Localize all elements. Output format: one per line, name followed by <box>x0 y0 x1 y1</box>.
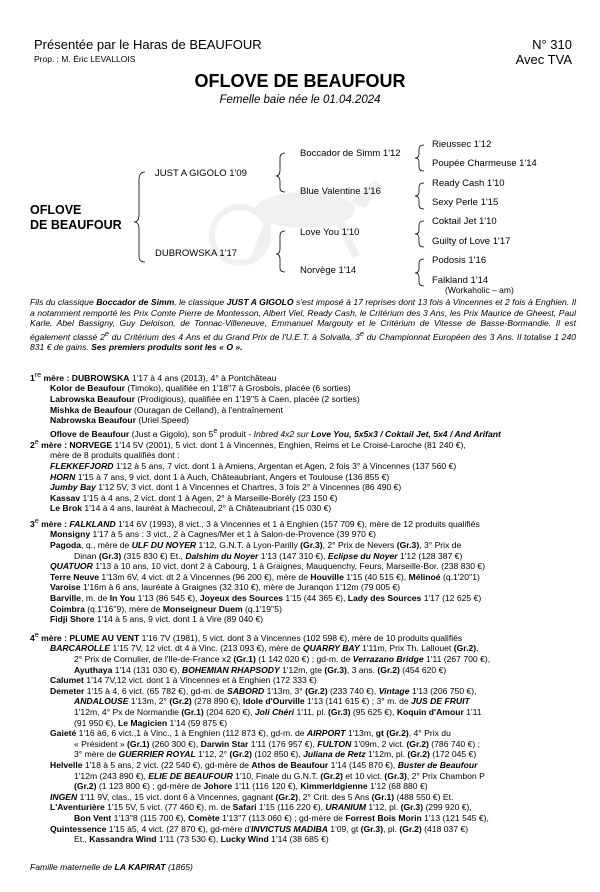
list-item: L'Aventurière 1'15 5V, 5 vict. (77 460 €), m. de Safari 1'15 (116 220 €), URANIUM 1'12, pl. (Gr.3) (299 920 €), <box>50 802 472 813</box>
list-item: Helvelle 1'18 à 5 ans, 2 vict. (22 540 €), gd-mère de Athos de Beaufour 1'14 (145 870 €), Buster de Beaufour <box>50 759 478 770</box>
great-grandparent-4: Sexy Perle 1'15 <box>432 197 499 208</box>
fourth-dam-section <box>30 630 576 845</box>
horse-name <box>30 203 122 233</box>
list-item: Terre Neuve 1'13m 6V, 4 vict. dt 2 à Vincennes (96 200 €), mère de Houville 1'15 (40 515 €), Mélinoé (q.1'20''1) <box>50 571 480 582</box>
list-item-cont: Dinan (Gr.3) (315 830 €) Et., Dalshim du Noyer 1'13 (147 310 €), Eclipse du Noyer 1'12 (128 387 €) <box>74 550 463 561</box>
first-dam-heading: 1re mère : DUBROWSKA 1'17 à 4 ans (2013), 4° à Pontchâteau <box>30 371 277 383</box>
list-item-cont: 1'12m, 4° Px de Normandie (Gr.1) (204 620 €), Joli Chéri 1'11, pl. (Gr.3) (95 625 €), Koquin d'Amour 1'11 <box>74 707 482 718</box>
list-item: QUATUOR 1'13 à 10 ans, 10 vict. dont 2 à Cabourg, 1 à Graignes, Mauquenchy, Feurs, Marseille-Bor. (238 830 €) <box>50 561 486 572</box>
dam-sire: Love You 1'10 <box>300 227 360 238</box>
great-grandparent-3: Ready Cash 1'10 <box>432 178 505 189</box>
great-grandparent-2: Poupée Charmeuse 1'14 <box>432 158 537 169</box>
second-dam-section <box>30 437 576 514</box>
presenter-line: Présentée par le Haras de BEAUFOUR <box>34 37 262 52</box>
list-item: Demeter 1'15 à 4, 6 vict. (65 782 €), gd-m. de SABORD 1'13m, 3° (Gr.2) (233 740 €), Vintage 1'13 (206 750 €), <box>50 685 477 696</box>
list-item: Mishka de Beaufour (Ouragan de Celland), à l'entraînement <box>50 404 283 415</box>
list-item-cont: Bon Vent 1'13''8 (115 700 €), Comète 1'13''7 (113 060 €) ; gd-mère de Forrest Bois Morin 1'13 (121 545 €), <box>74 812 489 823</box>
sire-sire: Boccador de Simm 1'12 <box>300 148 401 159</box>
list-item: Barville, m. de In You 1'13 (86 545 €), Joyeux des Sources 1'15 (44 365 €), Lady des Sources 1'17 (12 625 €) <box>50 593 482 604</box>
second-dam-subheading: mère de 8 produits qualifiés dont : <box>50 450 180 461</box>
list-item: Pagoda, q., mère de ULF DU NOYER 1'12, G.N.T. à Lyon-Parilly (Gr.3), 2° Prix de Nevers (Gr.3), 3° Prix de <box>50 540 462 551</box>
list-item: Kassav 1'15 à 4 ans, 2 vict. dont 1 à Agen, 2° à Marseille-Borély (23 150 €) <box>50 492 338 503</box>
great-grandparent-6: Guilty of Love 1'17 <box>432 236 511 247</box>
list-item: FLEKKEFJORD 1'12 à 5 ans, 7 vict. dont 1 à Amiens, Argentan et Agen, 2 fois 3° à Vincennes (137 560 €) <box>50 461 457 472</box>
list-item-cont: ANDALOUSE 1'13m, 2° (Gr.2) (278 890 €), Idole d'Ourville 1'13 (141 615 €) ; 3° m. de JUS DE FRUIT <box>74 696 470 707</box>
page-title: OFLOVE DE BEAUFOUR <box>194 71 406 91</box>
first-dam-section <box>30 370 576 439</box>
page-subtitle: Femelle baie née le 01.04.2024 <box>219 94 381 106</box>
list-item-cont: 3° mère de GUERRIER ROYAL 1'12, 2° (Gr.2) (102 850 €), Juliana de Retz 1'12m, pl. (Gr.2) (172 045 €) <box>74 749 477 760</box>
horse-name-line2: DE BEAUFOUR <box>30 218 122 232</box>
list-item: Coimbra (q.1'16''9), mère de Monseigneur Duem (q.1'19''5) <box>50 603 282 614</box>
list-item: Oflove de Beaufour (Just a Gigolo), son 5e produit - Inbred 4x2 sur Love You, 5x5x3 / Coktail Jet, 5x4 / And Arifant <box>50 426 501 439</box>
great-grandparent-5: Coktail Jet 1'10 <box>432 216 497 227</box>
list-item: Monsigny 1'17 à 5 ans : 3 vict., 2 à Cagnes/Mer et 1 à Salon-de-Provence (39 970 €) <box>50 529 376 540</box>
list-item: Fidji Shore 1'14 à 5 ans, 9 vict. dont 1 à Vire (89 040 €) <box>50 614 264 625</box>
list-item: Calumet 1'14 7V,12 vict. dont 1 à Vincennes et à Enghien (172 333 €) <box>50 675 317 686</box>
dam: DUBROWSKA 1'17 <box>155 248 238 259</box>
list-item-cont: 2° Prix de Cornulier, de l'Ile-de-France x2 (Gr.1) (1 142 020 €) ; gd-m. de Verrazano Bridge 1'11 (267 700 €), <box>74 654 491 665</box>
third-dam-heading: 3e mère : FALKLAND 1'14 6V (1993), 8 vict., 3 à Vincennes et 1 à Enghien (157 709 €), mère de 12 produits qualifiés <box>30 517 480 529</box>
list-item: Nabrowska Beaufour (Uriel Speed) <box>50 415 189 426</box>
tax-label: Avec TVA <box>515 52 572 67</box>
list-item-cont: « Président » (Gr.1) (260 300 €), Darwin Star 1'11 (176 957 €), FULTON 1'09m, 2 vict. (Gr.2) (786 740 €) ; <box>74 738 481 749</box>
list-item: Gaieté 1'16 à6, 6 vict.,1 à Vinc., 1 à Enghien (112 873 €), gd-m. de AIRPORT 1'13m, gt (Gr.2), 4° Prix du <box>50 728 451 739</box>
list-item: HORN 1'15 à 7 ans, 9 vict. dont 1 à Auch, Châteaubriant, Angers et Toulouse (136 855 €) <box>50 471 390 482</box>
proprietor-line: Prop. : M. Éric LEVALLOIS <box>34 54 136 64</box>
fourth-dam-heading: 4e mère : PLUME AU VENT 1'16 7V (1981), 5 vict. dont 3 à Vincennes (102 598 €), mère de 10 produits qualifiés <box>30 631 463 643</box>
sire-summary: Fils du classique Boccador de Simm, le classique JUST A GIGOLO s'est imposé à 17 reprises dont 13 fois à Vincennes et 2 fois à Enghien. Il a notamment remporté les Prix Comte Pierre de Montesson, Albert Viel, Ready Cash, le Critérium des 3 Ans, les Prix Maurice de Gheest, Paul Karle, Abel Bassigny, Guy Deloison, de Tonnac-Villeneuve, Emmanuel Margouty et le Critérium de Vitesse de Basse-Bormandie. Il est également classé 2e du Critérium des 4 Ans et du Grand Prix de l'U.E.T. à Solvalla, 3e du Championnat Européen des 3 Ans. Il totalise 1 240 831 € de gains. Ses premiers produits sont les « O ». <box>30 297 577 353</box>
list-item: INGEN 1'11 9V, clas., 15 vict. dont 6 à Vincennes, gagnant (Gr.2), 2° Crit. des 5 Ans (Gr.1) (488 550 €) Et. <box>50 791 454 802</box>
sire-dam: Blue Valentine 1'16 <box>300 186 381 197</box>
great-grandparent-8-note: (Workaholic – am) <box>445 285 514 295</box>
horse-name-line1: OFLOVE <box>30 203 82 217</box>
list-item: Quintessence 1'15 à5, 4 vict. (27 870 €), gd-mère d'INVICTUS MADIBA 1'09, gt (Gr.3), pl. (Gr.2) (418 037 €) <box>50 823 469 834</box>
list-item-cont: Ayuthaya 1'14 (131 030 €), BOHEMIAN RHAPSODY 1'12m, gte (Gr.3), 3 ans. (Gr.2) (454 620 €) <box>74 664 447 675</box>
maternal-family-note: Famille maternelle de LA KAPIRAT (1865) <box>30 862 193 872</box>
list-item: Varoise 1'16m à 6 ans, lauréate à Graignes (32 310 €), mère de Juranqon 1'12m (79 005 €) <box>50 582 401 593</box>
great-grandparent-7: Podosis 1'16 <box>432 255 487 266</box>
list-item-cont: 1'12m (243 890 €), ELIE DE BEAUFOUR 1'10, Finale du G.N.T. (Gr.2) et 10 vict. (Gr.3), 2° Prix Chambon P <box>74 770 485 781</box>
list-item-cont: (Gr.2) (1 123 800 €) ; gd-mère de Johore 1'11 (116 120 €), Kimmerldgienne 1'12 (68 880 €) <box>74 781 428 792</box>
great-grandparent-8: Falkland 1'14 <box>432 275 489 286</box>
lot-number: N° 310 <box>532 37 572 52</box>
sire: JUST A GIGOLO 1'09 <box>155 168 247 179</box>
second-dam-heading: 2e mère : NORVEGE 1'14 5V (2001), 5 vict. dont 1 à Vincennes, Enghien, Reims et Le Croisé-Laroche (81 240 €), <box>30 438 466 450</box>
third-dam-section <box>30 516 576 625</box>
list-item: Jumby Bay 1'12 5V, 3 vict. dont 1 à Vincennes et Chartres, 3 fois 2° à Vincennes (86 490 €) <box>50 482 402 493</box>
list-item: Le Brok 1'14 à 4 ans, lauréat à Machecoul, 2° à Châteaubriant (15 030 €) <box>50 503 332 514</box>
list-item-cont: (91 950 €), Le Magicien 1'14 (59 875 €) <box>74 717 228 728</box>
list-item-cont: Et., Kassandra Wind 1'11 (73 530 €), Lucky Wind 1'14 (38 685 €) <box>74 834 329 845</box>
dam-dam: Norvège 1'14 <box>300 265 357 276</box>
list-item: Labrowska Beaufour (Prodigious), qualifiée en 1'19''5 à Caen, placée (2 sorties) <box>50 394 360 405</box>
list-item: Kolor de Beaufour (Timoko), qualifiée en 1'18''7 à Grosbois, placée (6 sorties) <box>50 383 351 394</box>
list-item: BARCAROLLE 1'15 7V, 12 vict. dt 4 à Vinc. (213 093 €), mère de QUARRY BAY 1'11m, Prix Th. Lallouet (Gr.2), <box>50 643 479 654</box>
great-grandparent-1: Rieussec 1'12 <box>432 139 492 150</box>
